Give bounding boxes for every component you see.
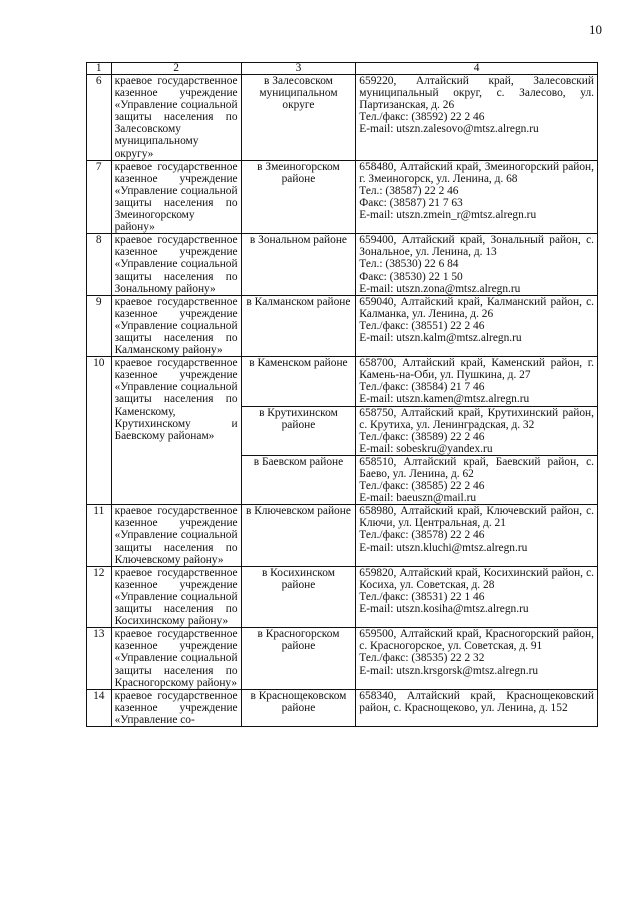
contact-details bbox=[356, 406, 598, 455]
institution-name: краевое государственное казенное учреждение «Управление социальной защиты населения по Калманскому району» bbox=[111, 295, 241, 356]
institution-name: краевое государственное казенное учреждение «Управление социальной защиты населения по Красногорскому району» bbox=[111, 628, 241, 689]
district: в Калманском районе bbox=[241, 295, 356, 356]
contact-details bbox=[356, 628, 598, 689]
postal-address: 659400, Алтайский край, Зональный район, с. Зональное, ул. Ленина, д. 13 bbox=[359, 234, 594, 259]
email-address[interactable]: E-mail: utszn.zona@mtsz.alregn.ru bbox=[359, 282, 521, 295]
table-row bbox=[87, 689, 598, 726]
district: в Баевском районе bbox=[241, 455, 356, 504]
postal-address: 658510, Алтайский край, Баевский район, с. Баево, ул. Ленина, д. 62 bbox=[359, 455, 594, 480]
phone-line: Тел./факс: (38585) 22 2 46 bbox=[359, 480, 485, 493]
email-address[interactable]: E-mail: utszn.zmein_r@mtsz.alregn.ru bbox=[359, 209, 537, 222]
phone-line: Тел./факс: (38589) 22 2 46 bbox=[359, 430, 485, 443]
phone-line: Тел./факс: (38551) 22 2 46 bbox=[359, 319, 485, 332]
contact-details bbox=[356, 295, 598, 356]
district: в Красногорском районе bbox=[241, 628, 356, 689]
table-row bbox=[87, 357, 598, 406]
postal-address: 658980, Алтайский край, Ключевский район, с. Ключи, ул. Центральная, д. 21 bbox=[359, 505, 594, 530]
postal-address: 659040, Алтайский край, Калманский район, с. Калманка, ул. Ленина, д. 26 bbox=[359, 295, 594, 320]
district: в Залесовском муниципальном округе bbox=[241, 75, 356, 161]
institution-name: краевое государственное казенное учреждение «Управление социальной защиты населения по Залесовскому муниципальному округу» bbox=[111, 75, 241, 161]
postal-address: 658340, Алтайский край, Краснощековский район, с. Краснощеково, ул. Ленина, д. 152 bbox=[359, 689, 594, 714]
phone-line: Тел./факс: (38535) 22 2 32 bbox=[359, 652, 485, 665]
institution-name: краевое государственное казенное учреждение «Управление социальной защиты населения по Ключевскому району» bbox=[111, 505, 241, 566]
phone-line: Тел./факс: (38578) 22 2 46 bbox=[359, 529, 485, 542]
email-address[interactable]: E-mail: utszn.krsgorsk@mtsz.alregn.ru bbox=[359, 664, 539, 677]
postal-address: 658750, Алтайский край, Крутихинский район, с. Крутиха, ул. Ленинградская, д. 32 bbox=[359, 406, 594, 431]
row-number: 10 bbox=[87, 357, 112, 505]
postal-address: 659820, Алтайский край, Косихинский район, с. Косиха, ул. Советская, д. 28 bbox=[359, 566, 594, 591]
registry-table bbox=[86, 62, 598, 727]
phone-line: Тел./факс: (38584) 21 7 46 bbox=[359, 381, 485, 394]
district: в Каменском районе bbox=[241, 357, 356, 406]
row-number: 13 bbox=[87, 628, 112, 689]
table-row bbox=[87, 234, 598, 295]
email-address[interactable]: E-mail: sobeskru@yandex.ru bbox=[359, 442, 493, 455]
institution-name: краевое государственное казенное учреждение «Управление социальной защиты населения по Зональному району» bbox=[111, 234, 241, 295]
email-address[interactable]: E-mail: utszn.kluchi@mtsz.alregn.ru bbox=[359, 541, 528, 554]
email-address[interactable]: E-mail: utszn.zalesovo@mtsz.alregn.ru bbox=[359, 123, 539, 136]
contact-details bbox=[356, 75, 598, 161]
phone-line: Тел./факс: (38592) 22 2 46 bbox=[359, 111, 485, 124]
header-row bbox=[87, 63, 598, 75]
table-row bbox=[87, 75, 598, 161]
institution-name: краевое государственное казенное учреждение «Управление социальной защиты населения по Змеиногорскому району» bbox=[111, 160, 241, 234]
table-row bbox=[87, 628, 598, 689]
table-row bbox=[87, 160, 598, 234]
email-address[interactable]: E-mail: baeuszn@mail.ru bbox=[359, 492, 477, 505]
row-number: 12 bbox=[87, 566, 112, 627]
postal-address: 658480, Алтайский край, Змеиногорский район, г. Змеиногорск, ул. Ленина, д. 68 bbox=[359, 160, 594, 185]
phone-line: Тел./факс: (38531) 22 1 46 bbox=[359, 590, 485, 603]
contact-details bbox=[356, 357, 598, 406]
page-number: 10 bbox=[589, 22, 602, 37]
postal-address: 659500, Алтайский край, Красногорский район, с. Красногорское, ул. Советская, д. 91 bbox=[359, 628, 594, 653]
phone-line: Тел.: (38530) 22 6 84 bbox=[359, 258, 459, 271]
table-row bbox=[87, 295, 598, 356]
phone-line: Факс: (38530) 22 1 50 bbox=[359, 270, 463, 283]
email-address[interactable]: E-mail: utszn.kalm@mtsz.alregn.ru bbox=[359, 331, 522, 344]
district: в Крутихинском районе bbox=[241, 406, 356, 455]
postal-address: 658700, Алтайский край, Каменский район, г. Камень-на-Оби, ул. Пушкина, д. 27 bbox=[359, 357, 594, 382]
district: в Косихинском районе bbox=[241, 566, 356, 627]
contact-details bbox=[356, 455, 598, 504]
table-row bbox=[87, 566, 598, 627]
phone-line: Тел.: (38587) 22 2 46 bbox=[359, 184, 459, 197]
registry-body bbox=[87, 75, 598, 727]
institution-name: краевое государственное казенное учреждение «Управление социальной защиты населения по Каменскому, Крутихинскому и Баевскому районам» bbox=[111, 357, 241, 505]
column-header-4: 4 bbox=[356, 63, 598, 75]
row-number: 7 bbox=[87, 160, 112, 234]
institution-name: краевое государственное казенное учреждение «Управление со- bbox=[111, 689, 241, 726]
district: в Ключевском районе bbox=[241, 505, 356, 566]
phone-line: Факс: (38587) 21 7 63 bbox=[359, 196, 463, 209]
column-header-3: 3 bbox=[241, 63, 356, 75]
contact-details bbox=[356, 505, 598, 566]
district: в Змеиногорском районе bbox=[241, 160, 356, 234]
postal-address: 659220, Алтайский край, Залесовский муниципальный округ, с. Залесово, ул. Партизанская, д. 26 bbox=[359, 75, 594, 112]
row-number: 14 bbox=[87, 689, 112, 726]
contact-details bbox=[356, 689, 598, 726]
column-header-2: 2 bbox=[111, 63, 241, 75]
district: в Краснощековском районе bbox=[241, 689, 356, 726]
email-address[interactable]: E-mail: utszn.kosiha@mtsz.alregn.ru bbox=[359, 603, 529, 616]
column-header-1: 1 bbox=[87, 63, 112, 75]
table-row bbox=[87, 505, 598, 566]
contact-details bbox=[356, 566, 598, 627]
district: в Зональном районе bbox=[241, 234, 356, 295]
row-number: 11 bbox=[87, 505, 112, 566]
contact-details bbox=[356, 234, 598, 295]
row-number: 8 bbox=[87, 234, 112, 295]
email-address[interactable]: E-mail: utszn.kamen@mtsz.alregn.ru bbox=[359, 393, 530, 406]
row-number: 6 bbox=[87, 75, 112, 161]
institution-name: краевое государственное казенное учреждение «Управление социальной защиты населения по Косихинскому району» bbox=[111, 566, 241, 627]
row-number: 9 bbox=[87, 295, 112, 356]
contact-details bbox=[356, 160, 598, 234]
